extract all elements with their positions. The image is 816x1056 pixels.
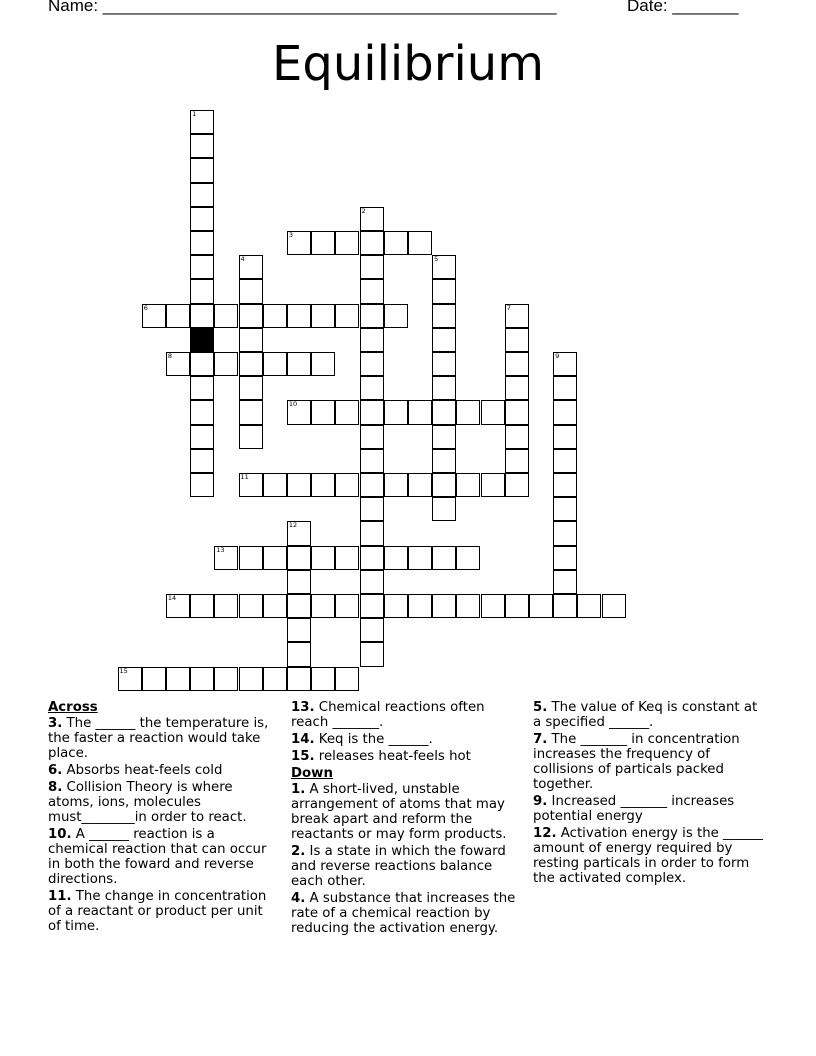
grid-cell[interactable] <box>456 473 480 497</box>
grid-cell[interactable] <box>287 473 311 497</box>
grid-cell[interactable] <box>432 376 456 400</box>
clue-down-4: 4. A substance that increases the rate of a chemical reaction by reducing the activation energy. <box>291 891 516 936</box>
grid-cell[interactable] <box>190 400 214 424</box>
grid-cell[interactable] <box>360 231 384 255</box>
grid-cell[interactable] <box>432 352 456 376</box>
grid-cell[interactable] <box>505 449 529 473</box>
grid-cell[interactable] <box>432 425 456 449</box>
grid-cell[interactable] <box>239 546 263 570</box>
grid-cell[interactable] <box>360 207 384 231</box>
grid-cell[interactable] <box>408 400 432 424</box>
clue-number: 8 <box>167 352 173 360</box>
grid-cell[interactable] <box>214 594 238 618</box>
grid-cell[interactable] <box>408 594 432 618</box>
grid-cell[interactable] <box>239 594 263 618</box>
grid-cell[interactable] <box>142 304 166 328</box>
grid-cell[interactable] <box>239 255 263 279</box>
grid-cell[interactable] <box>311 473 335 497</box>
grid-cell[interactable] <box>190 255 214 279</box>
grid-cell[interactable] <box>360 255 384 279</box>
grid-cell[interactable] <box>263 352 287 376</box>
grid-cell[interactable] <box>263 473 287 497</box>
grid-cell[interactable] <box>287 546 311 570</box>
clue-down-7: 7. The _______ in concentration increases the frequency of collisions of particals packed together. <box>533 732 740 792</box>
grid-cell[interactable] <box>432 473 456 497</box>
grid-cell[interactable] <box>311 352 335 376</box>
grid-cell[interactable] <box>214 546 238 570</box>
grid-cell[interactable] <box>505 473 529 497</box>
grid-cell[interactable] <box>432 328 456 352</box>
clue-across-6: 6. Absorbs heat-feels cold <box>48 763 223 778</box>
grid-cell[interactable] <box>505 425 529 449</box>
grid-cell[interactable] <box>553 521 577 545</box>
clue-across-15: 15. releases heat-feels hot <box>291 749 471 764</box>
grid-cell[interactable] <box>360 594 384 618</box>
grid-cell[interactable] <box>360 521 384 545</box>
grid-cell[interactable] <box>190 279 214 303</box>
grid-cell[interactable] <box>360 304 384 328</box>
grid-cell[interactable] <box>239 328 263 352</box>
grid-cell[interactable] <box>335 473 359 497</box>
grid-cell[interactable] <box>190 425 214 449</box>
grid-cell[interactable] <box>553 546 577 570</box>
name-field-label: Name: ________________________________________________ <box>48 0 557 15</box>
grid-cell[interactable] <box>384 546 408 570</box>
grid-cell[interactable] <box>456 594 480 618</box>
grid-cell[interactable] <box>239 400 263 424</box>
grid-cell[interactable] <box>239 304 263 328</box>
grid-cell[interactable] <box>190 352 214 376</box>
grid-cell[interactable] <box>287 618 311 642</box>
grid-cell[interactable] <box>190 473 214 497</box>
grid-cell[interactable] <box>408 231 432 255</box>
grid-cell[interactable] <box>481 594 505 618</box>
grid-cell[interactable] <box>456 400 480 424</box>
grid-cell[interactable] <box>287 400 311 424</box>
grid-cell[interactable] <box>239 376 263 400</box>
grid-cell[interactable] <box>335 231 359 255</box>
grid-cell[interactable] <box>432 449 456 473</box>
grid-cell[interactable] <box>190 667 214 691</box>
grid-cell[interactable] <box>505 304 529 328</box>
grid-cell[interactable] <box>408 546 432 570</box>
grid-cell[interactable] <box>118 667 142 691</box>
grid-cell[interactable] <box>553 400 577 424</box>
grid-cell[interactable] <box>505 352 529 376</box>
grid-cell[interactable] <box>360 473 384 497</box>
grid-cell[interactable] <box>602 594 626 618</box>
grid-cell[interactable] <box>190 594 214 618</box>
grid-cell[interactable] <box>384 304 408 328</box>
clue-number: 2 <box>361 206 366 215</box>
grid-cell[interactable] <box>505 594 529 618</box>
grid-cell[interactable] <box>432 279 456 303</box>
clue-across-11: 11. The change in concentration of a reactant or product per unit of time. <box>48 889 267 934</box>
grid-cell[interactable] <box>287 667 311 691</box>
grid-cell[interactable] <box>553 376 577 400</box>
grid-cell[interactable] <box>214 304 238 328</box>
clue-number: 6 <box>143 303 148 312</box>
grid-cell[interactable] <box>553 570 577 594</box>
grid-cell[interactable] <box>311 667 335 691</box>
grid-cell[interactable] <box>263 594 287 618</box>
grid-cell[interactable] <box>311 400 335 424</box>
clue-number: 5 <box>434 255 439 264</box>
clue-number: 1 <box>192 110 197 118</box>
clue-down-12: 12. Activation energy is the ______ amount of energy required by resting particals in order to form the activated complex. <box>533 826 763 886</box>
grid-cell[interactable] <box>190 231 214 255</box>
clue-number: 7 <box>506 303 511 312</box>
grid-cell[interactable] <box>335 594 359 618</box>
clues-column-1 <box>48 700 270 936</box>
clue-across-3: 3. The ______ the temperature is, the faster a reaction would take place. <box>48 716 269 761</box>
grid-cell[interactable] <box>263 546 287 570</box>
grid-cell[interactable] <box>384 473 408 497</box>
grid-cell[interactable] <box>239 667 263 691</box>
grid-cell[interactable] <box>263 304 287 328</box>
grid-cell[interactable] <box>190 207 214 231</box>
clue-number: 3 <box>288 231 294 239</box>
grid-cell[interactable] <box>239 425 263 449</box>
grid-cell[interactable] <box>190 158 214 182</box>
clue-down-9: 9. Increased _______ increases potential energy <box>533 794 735 824</box>
clue-down-2: 2. Is a state in which the foward and reverse reactions balance each other. <box>291 844 506 889</box>
clues-column-2 <box>291 700 519 938</box>
clue-number: 10 <box>288 400 298 409</box>
grid-cell[interactable] <box>505 376 529 400</box>
grid-cell[interactable] <box>311 594 335 618</box>
grid-cell[interactable] <box>263 667 287 691</box>
clue-across-10: 10. A ______ reaction is a chemical reaction that can occur in both the foward and reverse directions. <box>48 827 267 887</box>
grid-cell[interactable] <box>360 570 384 594</box>
grid-cell[interactable] <box>166 667 190 691</box>
grid-cell[interactable] <box>360 642 384 666</box>
grid-cell[interactable] <box>432 546 456 570</box>
grid-cell[interactable] <box>360 279 384 303</box>
grid-cell[interactable] <box>335 546 359 570</box>
grid-cell[interactable] <box>287 304 311 328</box>
grid-cell[interactable] <box>190 183 214 207</box>
grid-cell[interactable] <box>335 667 359 691</box>
grid-cell[interactable] <box>360 352 384 376</box>
grid-cell[interactable] <box>142 667 166 691</box>
clue-number: 12 <box>288 521 298 530</box>
across-heading: Across <box>48 700 98 715</box>
grid-cell[interactable] <box>287 594 311 618</box>
clue-across-13: 13. Chemical reactions often reach _______. <box>291 700 485 730</box>
grid-cell[interactable] <box>360 546 384 570</box>
grid-cell[interactable] <box>481 400 505 424</box>
grid-cell-blocked <box>190 328 214 352</box>
grid-cell[interactable] <box>432 497 456 521</box>
grid-cell[interactable] <box>553 473 577 497</box>
grid-cell[interactable] <box>287 521 311 545</box>
grid-cell[interactable] <box>360 400 384 424</box>
grid-cell[interactable] <box>505 328 529 352</box>
grid-cell[interactable] <box>360 618 384 642</box>
grid-cell[interactable] <box>214 352 238 376</box>
clue-across-8: 8. Collision Theory is where atoms, ions, molecules must________in order to react. <box>48 780 247 825</box>
grid-cell[interactable] <box>360 449 384 473</box>
grid-cell[interactable] <box>190 134 214 158</box>
grid-cell[interactable] <box>384 594 408 618</box>
clue-across-14: 14. Keq is the ______. <box>291 732 433 747</box>
grid-cell[interactable] <box>408 473 432 497</box>
grid-cell[interactable] <box>190 110 214 134</box>
grid-cell[interactable] <box>335 400 359 424</box>
grid-cell[interactable] <box>529 594 553 618</box>
grid-cell[interactable] <box>214 667 238 691</box>
grid-cell[interactable] <box>456 546 480 570</box>
clue-number: 14 <box>167 594 177 602</box>
grid-cell[interactable] <box>287 642 311 666</box>
grid-cell[interactable] <box>505 400 529 424</box>
clue-down-5: 5. The value of Keq is constant at a specified ______. <box>533 700 758 730</box>
grid-cell[interactable] <box>432 400 456 424</box>
grid-cell[interactable] <box>287 231 311 255</box>
clue-number: 15 <box>119 666 128 675</box>
grid-cell[interactable] <box>481 473 505 497</box>
grid-cell[interactable] <box>432 594 456 618</box>
clue-number: 11 <box>240 473 249 481</box>
grid-cell[interactable] <box>311 304 335 328</box>
grid-cell[interactable] <box>239 352 263 376</box>
grid-cell[interactable] <box>360 328 384 352</box>
grid-cell[interactable] <box>553 449 577 473</box>
grid-cell[interactable] <box>360 497 384 521</box>
down-heading: Down <box>291 766 333 781</box>
grid-cell[interactable] <box>553 352 577 376</box>
grid-cell[interactable] <box>553 425 577 449</box>
grid-cell[interactable] <box>311 546 335 570</box>
grid-cell[interactable] <box>360 376 384 400</box>
grid-cell[interactable] <box>553 594 577 618</box>
grid-cell[interactable] <box>432 255 456 279</box>
grid-cell[interactable] <box>577 594 601 618</box>
grid-cell[interactable] <box>190 376 214 400</box>
grid-cell[interactable] <box>384 231 408 255</box>
clues-column-3 <box>533 700 768 888</box>
grid-cell[interactable] <box>166 304 190 328</box>
grid-cell[interactable] <box>166 352 190 376</box>
grid-cell[interactable] <box>335 304 359 328</box>
grid-cell[interactable] <box>311 231 335 255</box>
grid-cell[interactable] <box>360 425 384 449</box>
grid-cell[interactable] <box>432 304 456 328</box>
grid-cell[interactable] <box>384 400 408 424</box>
grid-cell[interactable] <box>553 497 577 521</box>
grid-cell[interactable] <box>287 352 311 376</box>
grid-cell[interactable] <box>190 449 214 473</box>
clue-number: 9 <box>555 352 560 360</box>
clue-number: 13 <box>216 545 225 554</box>
grid-cell[interactable] <box>287 570 311 594</box>
grid-cell[interactable] <box>166 594 190 618</box>
grid-cell[interactable] <box>190 304 214 328</box>
grid-cell[interactable] <box>239 279 263 303</box>
date-field-label: Date: _______ <box>627 0 739 15</box>
clue-number: 4 <box>240 255 245 264</box>
page-title: Equilibrium <box>272 36 544 92</box>
clue-down-1: 1. A short-lived, unstable arrangement of atoms that may break apart and reform the reactants or may form products. <box>291 782 507 842</box>
grid-cell[interactable] <box>239 473 263 497</box>
